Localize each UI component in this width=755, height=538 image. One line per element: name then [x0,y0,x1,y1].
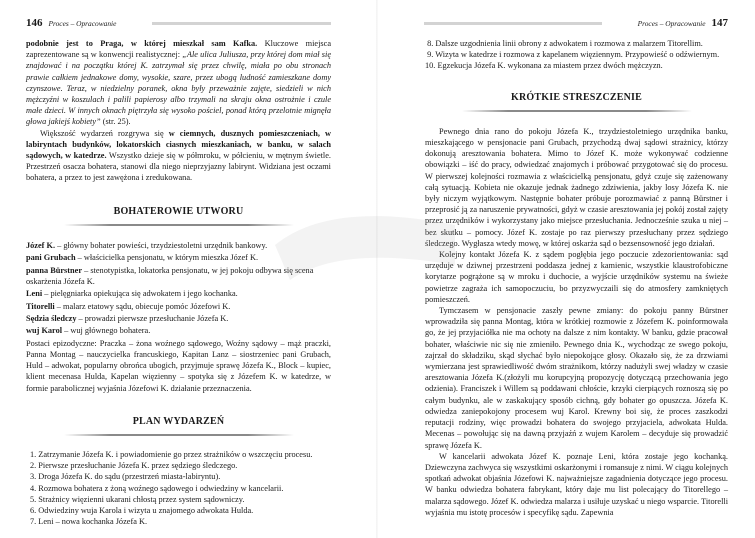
character-desc: – malarz etatowy sądu, obiecuje pomóc Józefowi K. [54,301,231,311]
plan-item: 2. Pierwsze przesłuchanie Józefa K. przez sędziego śledczego. [30,461,238,471]
character-entry [26,301,331,312]
section-heading-plan: PLAN WYDARZEŃ [132,415,225,427]
page-number: 146 [26,17,43,29]
right-page-header [424,17,728,29]
character-desc: – stenotypistka, lokatorka pensjonatu, w jej pokoju odbywa się scena oskarżenia Józefa K. [26,265,314,286]
running-title: Proces – Opracowanie [637,18,706,28]
section-heading-characters: BOHATEROWIE UTWORU [113,205,244,217]
character-entry [26,313,331,324]
character-name: Sędzia śledczy [26,314,77,323]
character-desc: – właścicielka pensjonatu, w którym mieszka Józef K. [75,253,259,263]
intro-paragraph-1 [26,38,331,128]
section-rule [64,434,294,436]
running-title: Proces – Opracowanie [48,18,117,28]
section-rule [64,224,294,226]
plan-item: 5. Strażnicy więzienni ukarani chłostą przez system sądowniczy. [30,494,245,504]
character-desc: – główny bohater powieści, trzydziestoletni urzędnik bankowy. [55,240,268,250]
character-name: Józef K. [26,240,56,250]
quote-text: „Ale ulica Juliusza, przy której dom miał się znajdować i na początku której K. zatrzymał się przez chwilę, miała po obu stronach prawie całkiem jednakowe domy, wysokie, szare, przez ubogą ludność zamieszkane domy czynszowe. Teraz, w niedzielny poranek, okna były przeważnie zajęte, siedzieli w nich mężczyźni w koszulach i palili papierosy albo trzymali na skraju okna ostrożnie i czule małe dzieci. W innych oknach piętrzyła się wysoko pościel, ponad którą przelotnie mignęła głowa jakiejś kobiety” [26,50,332,127]
right-page-body [425,38,728,518]
character-entry [26,288,331,299]
left-page-body [26,38,331,527]
intro-paragraph-2 [26,128,331,184]
characters-list [26,240,331,394]
character-desc: – pielęgniarka opiekująca się adwokatem i jego kochanka. [42,289,238,299]
reference-text: (str. 25). [100,117,131,127]
plan-list [26,449,331,527]
plan-item: 8. Dalsze uzgodnienia linii obrony z adwokatem i rozmowa z malarzem Titorellim. [425,39,703,48]
character-entry [26,325,331,336]
summary-paragraph: Pewnego dnia rano do pokoju Józefa K., trzydziestoletniego urzędnika banku, mieszkającego w pensjonacie pani Grubach, przychodzą dwaj sądowi strażnicy, którzy dokonują aresztowania bohatera. Mimo to Józef K. może wykonywać codzienne obowiązki – iść do pracy, odwiedzać znajomych i próbować przygotować się do procesu. W pierwszej kolejności rozmawia z właścicielką pensjonatu, gdyż czuje się zażenowany całą sytuacją. Kobieta nie okazuje jednak żadnego zdziwienia, jakby losy Józefa K. nie były niczym wyjątkowym. Następnie bohater próbuje porozmawiać z panną Bürstner i przeprosić ją za naruszenie prywatności, gdyż w czasie aresztowania jej pokój został zajęty przez urzędników i wykorzystany jako miejsce przesłuchania. Jednocześnie szuka u niej – bez skutku – pomocy. Józef K. zostaje po raz pierwszy przesłuchany przez sędziego śledczego. Wygłasza wtedy mowę, w której oskarża sąd o bezsensowność jego działań. [425,126,728,248]
section-heading-summary: KRÓTKIE STRESZCZENIE [511,91,642,103]
plan-item: 4. Rozmowa bohatera z żoną woźnego sądowego i odwiedziny w kancelarii. [30,483,284,493]
character-entry [26,265,331,287]
summary-paragraph: Kolejny kontakt Józefa K. z sądem pogłębia jego poczucie zdezorientowania: sąd urzęduje w dziwnej przestrzeni poddasza jednej z kamienic, wszystkie klaustrofobiczne korytarze pogrążone są w mroku i duchocie, a wyjście urzędników systemu na świeże powietrze zagraża ich samopoczuciu, bo przyzwyczaili się do atmosfery zamkniętych pomieszczeń. [425,250,728,304]
episodic-characters: Postaci epizodyczne: Praczka – żona woźnego sądowego, Woźny sądowy – mąż praczki, Panna Montag – nauczycielka francuskiego, Kapitan Lanz – siostrzeniec pani Grubach, Huld – adwokat, popularny obrońca ubogich, przyjmuje sprawę Józefa K., Block – kupiec, klient mecenasa Hulda, Kapelan więzienny – spotyka się z Józefem K. w katedrze, w formie parabolicznej wyjaśnia Józefowi K. działanie przeznaczenia. [26,338,331,393]
right-page [377,0,755,538]
character-name: Leni [26,289,43,299]
plan-item: 7. Leni – nowa kochanka Józefa K. [30,517,148,527]
character-name: wuj Karol [26,326,63,336]
plan-list-continued [425,38,728,72]
character-entry [26,240,331,251]
body-text: Wszystko dzieje się w półmroku, w półcieniu, w mętnym świetle. Przestrzeń osacza bohatera, stanowi dla niego nieprzyjazny labirynt. Widziana jest oczami bohatera, a przez to jest zawężona i zredukowana. [26,151,331,183]
plan-item: 1. Zatrzymanie Józefa K. i powiadomienie go przez strażników o wszczęciu procesu. [30,450,313,459]
section-rule [462,110,692,112]
bold-text: w ciemnych, dusznych pomieszczeniach, w labiryntach budynków, lokatorskich ciasnych mieszkaniach, w banku, w salach sądowych, w katedrze. [26,128,331,161]
body-text: Większość wydarzeń rozgrywa się [40,128,169,138]
plan-item: 10. Egzekucja Józefa K. wykonana za miastem przez dwóch mężczyzn. [425,61,663,71]
left-page-header [26,17,331,29]
summary-paragraph: Tymczasem w pensjonacie zaszły pewne zmiany: do pokoju panny Bürstner wprowadziła się panna Montag, która w krótkiej rozmowie z Józefem K. poinformowała go, że jej przyjaciółka nie ma ochoty na dalsze z nim kontakty. W banku, gdzie pracował bohater, właściwie nic się nie zmieniło. Pewnego dnia K., wychodząc ze swego pokoju, zajrzał do składziku, skąd słychać było niepokojące głosy. Okazało się, że za drzwiami wymierzana jest sprawiedliwość dwóm strażnikom, którzy nadużyli swej władzy w czasie aresztowania Józefa K.(złożyli mu korupcyjną propozycję dotyczącą przechowania jego odzienia). Franciszek i Willem są poddawani chłoście, krzyki cierpiących roznoszą się po całym budynku, ale w zaskakujący sposób cichną, gdy bohater go opuszcza. Józefa K. odwiedza zaniepokojony procesem wuj Karol. Krewny boi się, że proces zaszkodzi reputacji rodziny, więc prowadzi bohatera do swojego przyjaciela, adwokata Hulda. Mecenas – powołując się na dawną przyjaźń z wujem Karolem – decyduje się prowadzić sprawę Józefa K. [425,306,728,450]
plan-item: 9. Wizyta w katedrze i rozmowa z kapelanem więziennym. Przypowieść o odźwiernym. [425,50,720,60]
summary-paragraph: W kancelarii adwokata Józef K. poznaje Leni, która zostaje jego kochanką. Dziewczyna zachwyca się wszystkimi oskarżonymi i romansuje z nimi. W ciągu kolejnych spotkań adwokat objaśnia Józefowi K. najważniejsze zagadnienia dotyczące jego procesu. W banku odwiedza bohatera fabrykant, który daje mu list polecający do Titorellego – malarza sądowego. Józef K. odwiedza malarza i usiłuje uzyskać u niego wsparcie. Titorelli wyjaśnia mu istotę procesów i specyfikę sądu. Zapewnia [425,451,728,517]
character-desc: – prowadzi pierwsze przesłuchanie Józefa K. [76,314,229,323]
page-number: 147 [711,17,728,29]
header-rule [152,22,331,25]
left-page [0,0,377,538]
bold-text: podobnie jest to Praga, w której mieszkał sam Kafka. [26,39,258,48]
header-rule [424,22,602,25]
character-name: pani Grubach [26,253,76,263]
character-entry [26,252,331,263]
summary-text [425,126,728,518]
plan-item: 6. Odwiedziny wuja Karola i wizyta u znajomego adwokata Hulda. [30,506,254,516]
plan-item: 3. Droga Józefa K. do sądu (przestrzeń miasta-labiryntu). [30,472,221,482]
character-desc: – wuj głównego bohatera. [62,326,151,336]
body-text: Kluczowe miejsca zaprezentowane są w konwencji realistycznej: [26,39,331,60]
character-name: panna Bürstner [26,265,83,275]
character-name: Titorelli [26,301,55,311]
